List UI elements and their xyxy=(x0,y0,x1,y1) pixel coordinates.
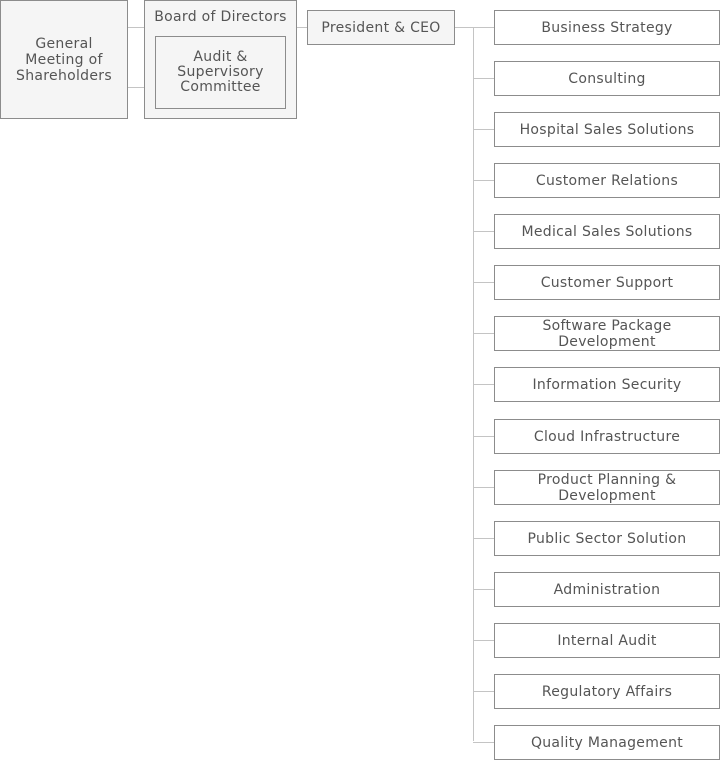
president-ceo-label: President & CEO xyxy=(321,19,441,36)
department-box xyxy=(494,316,720,351)
department-label: Customer Support xyxy=(540,274,674,291)
connector-shareholders-board-top xyxy=(128,27,144,28)
department-box xyxy=(494,214,720,249)
department-label: Administration xyxy=(553,581,661,598)
department-label: Customer Relations xyxy=(535,172,679,189)
department-box xyxy=(494,163,720,198)
department-box xyxy=(494,61,720,96)
connector-branch xyxy=(473,384,494,385)
department-box xyxy=(494,725,720,760)
department-box xyxy=(494,572,720,607)
connector-board-ceo xyxy=(297,27,307,28)
connector-branch xyxy=(473,333,494,334)
shareholders-meeting-label: General Meeting of Shareholders xyxy=(16,35,112,84)
department-label: Software Package Development xyxy=(542,317,672,350)
audit-committee-box xyxy=(155,36,286,109)
connector-branch xyxy=(473,282,494,283)
department-box xyxy=(494,623,720,658)
department-label: Regulatory Affairs xyxy=(541,683,673,700)
department-label: Public Sector Solution xyxy=(527,530,687,547)
department-label: Medical Sales Solutions xyxy=(521,223,693,240)
president-ceo-box xyxy=(307,10,455,45)
department-box xyxy=(494,367,720,402)
connector-branch xyxy=(473,487,494,488)
department-box xyxy=(494,521,720,556)
connector-branch xyxy=(473,27,494,28)
department-label: Hospital Sales Solutions xyxy=(519,121,695,138)
connector-branch xyxy=(473,436,494,437)
connector-branch xyxy=(473,640,494,641)
department-label: Consulting xyxy=(568,70,646,87)
department-box xyxy=(494,470,720,505)
department-box xyxy=(494,265,720,300)
connector-branch xyxy=(473,589,494,590)
department-box xyxy=(494,112,720,147)
department-label: Cloud Infrastructure xyxy=(533,428,681,445)
connector-branch xyxy=(473,78,494,79)
department-box xyxy=(494,674,720,709)
connector-shareholders-board-bottom xyxy=(128,87,144,88)
department-label: Business Strategy xyxy=(541,19,673,36)
board-of-directors-label: Board of Directors xyxy=(154,9,287,25)
department-box xyxy=(494,10,720,45)
department-box xyxy=(494,419,720,454)
department-label: Product Planning & Development xyxy=(537,471,677,504)
connector-branch xyxy=(473,742,494,743)
connector-branch xyxy=(473,129,494,130)
connector-ceo-trunk xyxy=(455,27,474,28)
department-label: Internal Audit xyxy=(557,632,657,649)
connector-branch xyxy=(473,538,494,539)
connector-branch xyxy=(473,180,494,181)
connector-branch xyxy=(473,691,494,692)
shareholders-meeting-box xyxy=(0,0,128,119)
board-of-directors-box xyxy=(144,0,297,119)
department-label: Information Security xyxy=(532,376,682,393)
connector-branch xyxy=(473,231,494,232)
audit-committee-label: Audit & Supervisory Committee xyxy=(177,49,264,95)
department-label: Quality Management xyxy=(530,734,684,751)
